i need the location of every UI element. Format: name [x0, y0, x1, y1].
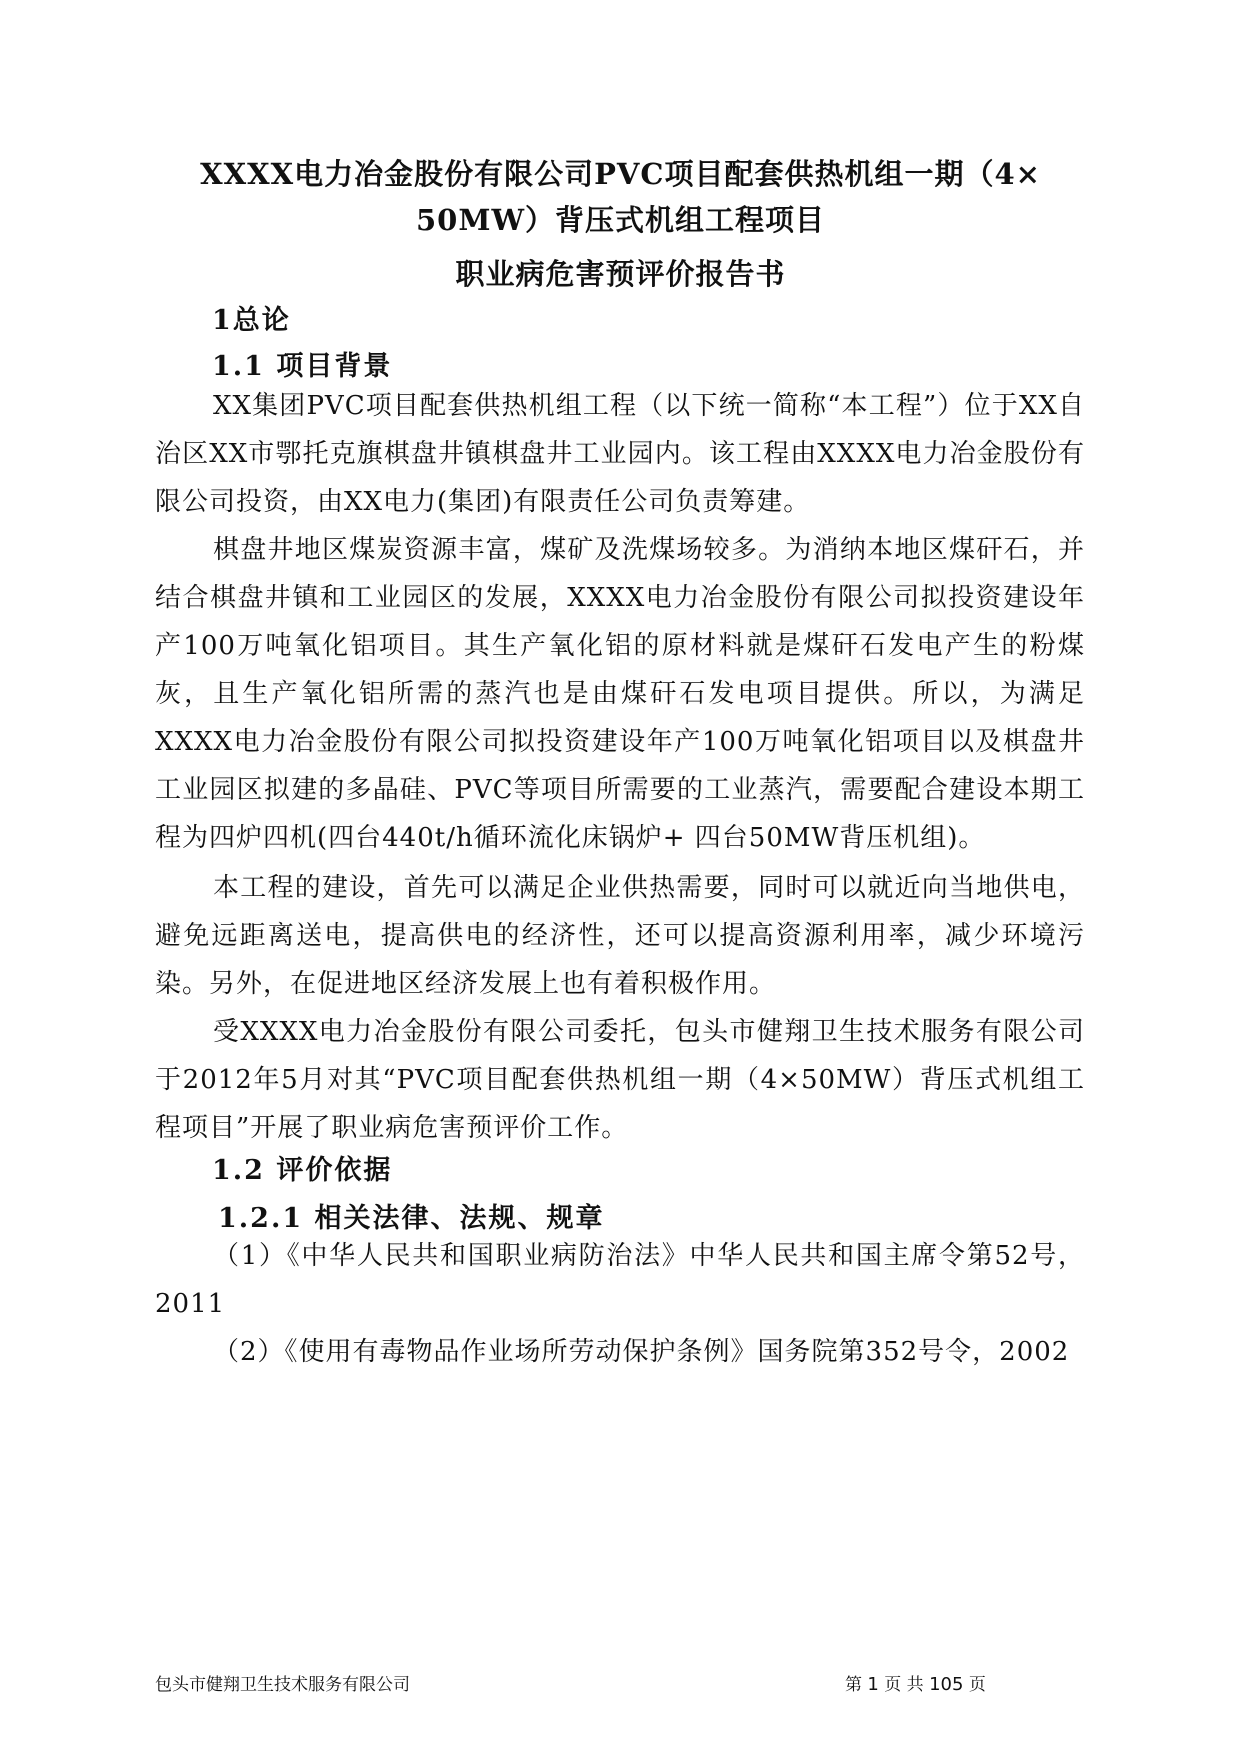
footer-page-number [845, 1670, 986, 1695]
section-heading-1: 1总论 [212, 305, 291, 336]
footer-page-middle: 页 共 [884, 1675, 924, 1695]
section-heading-1-2: 1.2 评价依据 [212, 1155, 393, 1186]
report-title-line-3: 职业病危害预评价报告书 [455, 257, 786, 291]
paragraph-1: XX集团PVC项目配套供热机组工程（以下统一简称“本工程”）位于XX自治区XX市鄂托克旗棋盘井镇棋盘井工业园内。该工程由XXXX电力冶金股份有限公司投资，由XX电力(集团)有限责任公司负责筹建。 [155, 391, 1085, 517]
report-title-line-2: 50MW）背压式机组工程项目 [415, 203, 826, 237]
footer-page-prefix: 第 [845, 1675, 862, 1695]
section-heading-1-1: 1.1 项目背景 [212, 351, 393, 382]
regulation-item-1: （1）《中华人民共和国职业病防治法》中华人民共和国主席令第52号，2011 [155, 1241, 1085, 1319]
report-title-line-1: XXXX电力冶金股份有限公司PVC项目配套供热机组一期（4× [200, 157, 1041, 191]
paragraph-4: 受XXXX电力冶金股份有限公司委托，包头市健翔卫生技术服务有限公司于2012年5月对其“PVC项目配套供热机组一期（4×50MW）背压式机组工程项目”开展了职业病危害预评价工作。 [155, 1017, 1085, 1143]
footer-company: 包头市健翔卫生技术服务有限公司 [155, 1675, 410, 1695]
footer-total-pages: 105 [929, 1674, 964, 1695]
regulation-item-2: （2）《使用有毒物品作业场所劳动保护条例》国务院第352号令，2002 [213, 1337, 1070, 1367]
paragraph-2: 棋盘井地区煤炭资源丰富，煤矿及洗煤场较多。为消纳本地区煤矸石，并结合棋盘井镇和工业园区的发展，XXXX电力冶金股份有限公司拟投资建设年产100万吨氧化铝项目。其生产氧化铝的原材料就是煤矸石发电产生的粉煤灰，且生产氧化铝所需的蒸汽也是由煤矸石发电项目提供。所以，为满足XXXX电力冶金股份有限公司拟投资建设年产100万吨氧化铝项目以及棋盘井工业园区拟建的多晶硅、PVC等项目所需要的工业蒸汽，需要配合建设本期工程为四炉四机(四台440t/h循环流化床锅炉+ 四台50MW背压机组)。 [155, 535, 1085, 853]
paragraph-3: 本工程的建设，首先可以满足企业供热需要，同时可以就近向当地供电，避免远距离送电，提高供电的经济性，还可以提高资源利用率，减少环境污染。另外，在促进地区经济发展上也有着积极作用。 [155, 873, 1085, 999]
footer-current-page: 1 [867, 1674, 879, 1695]
section-heading-1-2-1: 1.2.1 相关法律、法规、规章 [218, 1203, 605, 1234]
footer-page-suffix: 页 [968, 1675, 986, 1695]
